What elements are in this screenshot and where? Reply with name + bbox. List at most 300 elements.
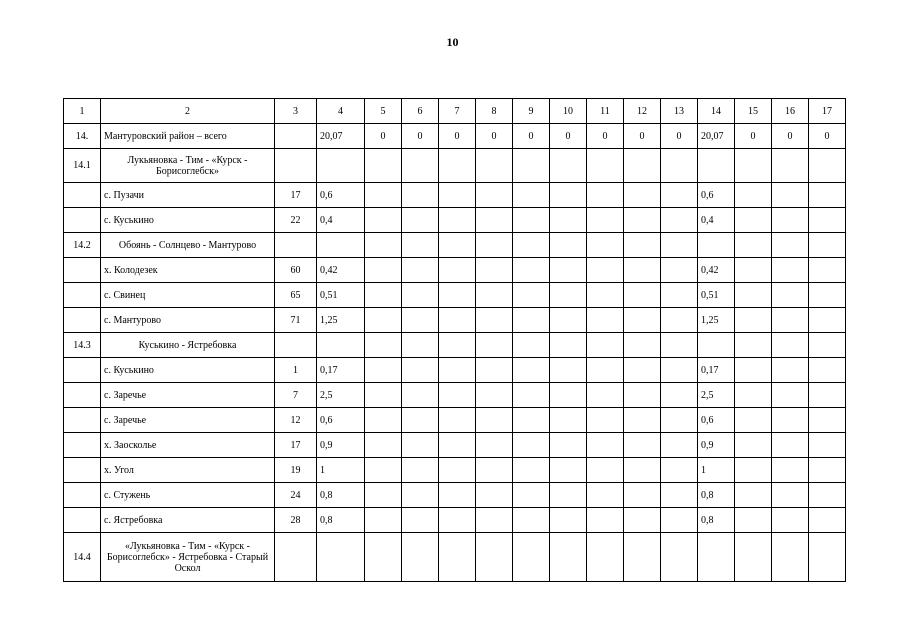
empty-cell: [365, 258, 402, 283]
empty-cell: [365, 233, 402, 258]
empty-cell: [550, 358, 587, 383]
empty-cell: [275, 149, 317, 183]
empty-cell: [513, 283, 550, 308]
header-cell: 16: [772, 99, 809, 124]
value-col4: 0,6: [317, 408, 365, 433]
value-col14: 0,6: [698, 408, 735, 433]
empty-cell: [735, 483, 772, 508]
header-cell: 11: [587, 99, 624, 124]
empty-cell: [661, 533, 698, 582]
value-cell: 0: [476, 124, 513, 149]
empty-cell: [402, 283, 439, 308]
empty-cell: [587, 183, 624, 208]
empty-cell: [439, 183, 476, 208]
empty-cell: [402, 358, 439, 383]
empty-cell: [624, 183, 661, 208]
value-col4: 0,51: [317, 283, 365, 308]
empty-cell: [550, 483, 587, 508]
route-number: 14.1: [64, 149, 101, 183]
settlement-row: [64, 408, 846, 433]
route-row: [64, 149, 846, 183]
value-col14: 1: [698, 458, 735, 483]
empty-cell: [64, 183, 101, 208]
empty-cell: [587, 508, 624, 533]
empty-cell: [439, 258, 476, 283]
empty-cell: [624, 308, 661, 333]
value-cell: 0: [624, 124, 661, 149]
row-number: 14.: [64, 124, 101, 149]
empty-cell: [809, 358, 846, 383]
km-cell: 28: [275, 508, 317, 533]
value-col14: 0,8: [698, 483, 735, 508]
route-name: Обоянь - Солнцево - Мантурово: [101, 233, 275, 258]
empty-cell: [624, 408, 661, 433]
empty-cell: [624, 383, 661, 408]
empty-cell: [735, 258, 772, 283]
settlement-name: с. Свинец: [101, 283, 275, 308]
empty-cell: [661, 508, 698, 533]
empty-cell: [513, 383, 550, 408]
empty-cell: [772, 408, 809, 433]
empty-cell: [365, 383, 402, 408]
empty-cell: [624, 533, 661, 582]
empty-cell: [64, 358, 101, 383]
empty-cell: [365, 358, 402, 383]
empty-cell: [735, 383, 772, 408]
empty-cell: [476, 333, 513, 358]
empty-cell: [624, 433, 661, 458]
empty-cell: [661, 208, 698, 233]
km-cell: 19: [275, 458, 317, 483]
km-cell: 12: [275, 408, 317, 433]
empty-cell: [809, 149, 846, 183]
empty-cell: [64, 258, 101, 283]
empty-cell: [809, 283, 846, 308]
empty-cell: [439, 358, 476, 383]
empty-cell: [439, 433, 476, 458]
empty-cell: [402, 458, 439, 483]
empty-cell: [772, 333, 809, 358]
empty-cell: [365, 149, 402, 183]
empty-cell: [439, 333, 476, 358]
value-cell: 0: [550, 124, 587, 149]
empty-cell: [772, 433, 809, 458]
empty-cell: [772, 308, 809, 333]
empty-cell: [624, 358, 661, 383]
empty-cell: [772, 233, 809, 258]
empty-cell: [402, 233, 439, 258]
empty-cell: [661, 333, 698, 358]
empty-cell: [624, 233, 661, 258]
settlement-name: с. Заречье: [101, 408, 275, 433]
empty-cell: [587, 358, 624, 383]
empty-cell: [550, 458, 587, 483]
value-col4: 1: [317, 458, 365, 483]
empty-cell: [587, 258, 624, 283]
empty-cell: [365, 458, 402, 483]
empty-cell: [735, 508, 772, 533]
value-cell: 0: [587, 124, 624, 149]
settlement-row: [64, 283, 846, 308]
empty-cell: [698, 533, 735, 582]
empty-cell: [64, 283, 101, 308]
empty-cell: [476, 383, 513, 408]
header-cell: 13: [661, 99, 698, 124]
empty-cell: [402, 183, 439, 208]
header-cell: 17: [809, 99, 846, 124]
empty-cell: [550, 308, 587, 333]
empty-cell: [661, 233, 698, 258]
empty-cell: [698, 233, 735, 258]
empty-cell: [587, 308, 624, 333]
value-cell: 0: [365, 124, 402, 149]
empty-cell: [439, 308, 476, 333]
empty-cell: [402, 508, 439, 533]
value-col14: 20,07: [698, 124, 735, 149]
empty-cell: [587, 333, 624, 358]
empty-cell: [365, 483, 402, 508]
empty-cell: [402, 408, 439, 433]
empty-cell: [513, 208, 550, 233]
empty-cell: [661, 458, 698, 483]
empty-cell: [698, 333, 735, 358]
settlement-row: [64, 208, 846, 233]
empty-cell: [513, 433, 550, 458]
empty-cell: [365, 533, 402, 582]
km-cell: 60: [275, 258, 317, 283]
empty-cell: [513, 408, 550, 433]
empty-cell: [809, 333, 846, 358]
settlement-row: [64, 458, 846, 483]
empty-cell: [809, 508, 846, 533]
value-cell: 0: [661, 124, 698, 149]
empty-cell: [587, 383, 624, 408]
km-cell: 7: [275, 383, 317, 408]
empty-cell: [624, 508, 661, 533]
settlement-row: [64, 508, 846, 533]
empty-cell: [476, 283, 513, 308]
empty-cell: [772, 483, 809, 508]
value-col14: 0,42: [698, 258, 735, 283]
empty-cell: [661, 258, 698, 283]
empty-cell: [439, 149, 476, 183]
empty-cell: [439, 458, 476, 483]
empty-cell: [809, 308, 846, 333]
header-cell: 9: [513, 99, 550, 124]
empty-cell: [735, 458, 772, 483]
empty-cell: [587, 233, 624, 258]
empty-cell: [439, 233, 476, 258]
empty-cell: [624, 258, 661, 283]
empty-cell: [661, 308, 698, 333]
empty-cell: [365, 208, 402, 233]
empty-cell: [402, 208, 439, 233]
settlement-name: х. Заосколье: [101, 433, 275, 458]
empty-cell: [550, 233, 587, 258]
value-col4: 0,42: [317, 258, 365, 283]
empty-cell: [476, 458, 513, 483]
empty-cell: [64, 308, 101, 333]
km-cell: 17: [275, 433, 317, 458]
empty-cell: [365, 283, 402, 308]
empty-cell: [735, 408, 772, 433]
empty-cell: [317, 333, 365, 358]
empty-cell: [317, 533, 365, 582]
route-row: [64, 333, 846, 358]
settlement-name: с. Куськино: [101, 208, 275, 233]
settlement-name: х. Угол: [101, 458, 275, 483]
value-col4: 2,5: [317, 383, 365, 408]
empty-cell: [735, 208, 772, 233]
value-col14: 0,4: [698, 208, 735, 233]
empty-cell: [402, 308, 439, 333]
header-cell: 5: [365, 99, 402, 124]
empty-cell: [513, 533, 550, 582]
empty-cell: [476, 483, 513, 508]
empty-cell: [735, 283, 772, 308]
empty-cell: [513, 508, 550, 533]
empty-cell: [809, 433, 846, 458]
header-cell: 3: [275, 99, 317, 124]
empty-cell: [365, 308, 402, 333]
empty-cell: [402, 333, 439, 358]
header-cell: 15: [735, 99, 772, 124]
header-row: [64, 99, 846, 124]
header-cell: 2: [101, 99, 275, 124]
empty-cell: [587, 533, 624, 582]
empty-cell: [513, 183, 550, 208]
value-col14: 1,25: [698, 308, 735, 333]
empty-cell: [661, 183, 698, 208]
empty-cell: [550, 508, 587, 533]
empty-cell: [661, 358, 698, 383]
empty-cell: [550, 149, 587, 183]
settlement-name: с. Стужень: [101, 483, 275, 508]
empty-cell: [735, 233, 772, 258]
empty-cell: [439, 408, 476, 433]
empty-cell: [64, 458, 101, 483]
empty-cell: [698, 149, 735, 183]
empty-cell: [624, 458, 661, 483]
header-cell: 6: [402, 99, 439, 124]
route-row: [64, 533, 846, 582]
settlement-name: х. Колодезек: [101, 258, 275, 283]
empty-cell: [587, 283, 624, 308]
route-name: «Лукьяновка - Тим - «Курск - Борисоглебск» - Ястребовка - Старый Оскол: [101, 533, 275, 582]
empty-cell: [365, 333, 402, 358]
empty-cell: [476, 208, 513, 233]
header-cell: 10: [550, 99, 587, 124]
settlement-row: [64, 183, 846, 208]
empty-cell: [735, 149, 772, 183]
settlement-row: [64, 483, 846, 508]
empty-cell: [624, 208, 661, 233]
empty-cell: [809, 483, 846, 508]
settlement-row: [64, 383, 846, 408]
empty-cell: [402, 258, 439, 283]
value-col4: 0,17: [317, 358, 365, 383]
empty-cell: [439, 208, 476, 233]
empty-cell: [661, 483, 698, 508]
empty-cell: [476, 533, 513, 582]
value-col14: 0,17: [698, 358, 735, 383]
empty-cell: [550, 333, 587, 358]
empty-cell: [735, 433, 772, 458]
settlement-row: [64, 258, 846, 283]
header-cell: 12: [624, 99, 661, 124]
empty-cell: [64, 383, 101, 408]
settlement-row: [64, 308, 846, 333]
value-col4: 0,8: [317, 483, 365, 508]
km-cell: 1: [275, 358, 317, 383]
empty-cell: [476, 358, 513, 383]
empty-cell: [809, 183, 846, 208]
empty-cell: [476, 149, 513, 183]
empty-cell: [439, 383, 476, 408]
empty-cell: [772, 383, 809, 408]
header-cell: 8: [476, 99, 513, 124]
route-name: Куськино - Ястребовка: [101, 333, 275, 358]
empty-cell: [513, 258, 550, 283]
empty-cell: [513, 483, 550, 508]
empty-cell: [275, 533, 317, 582]
empty-cell: [513, 358, 550, 383]
empty-cell: [513, 149, 550, 183]
empty-cell: [513, 233, 550, 258]
value-cell: 0: [735, 124, 772, 149]
value-cell: 0: [513, 124, 550, 149]
empty-cell: [809, 233, 846, 258]
empty-cell: [587, 433, 624, 458]
empty-cell: [661, 433, 698, 458]
empty-cell: [587, 208, 624, 233]
empty-cell: [64, 208, 101, 233]
empty-cell: [772, 358, 809, 383]
empty-cell: [772, 533, 809, 582]
empty-cell: [64, 483, 101, 508]
empty-cell: [476, 258, 513, 283]
header-cell: 1: [64, 99, 101, 124]
empty-cell: [809, 383, 846, 408]
route-row: [64, 233, 846, 258]
value-col4: 1,25: [317, 308, 365, 333]
empty-cell: [809, 533, 846, 582]
empty-cell: [550, 533, 587, 582]
empty-cell: [624, 483, 661, 508]
empty-cell: [275, 233, 317, 258]
settlement-row: [64, 433, 846, 458]
empty-cell: [365, 508, 402, 533]
empty-cell: [624, 333, 661, 358]
value-cell: 0: [772, 124, 809, 149]
empty-cell: [402, 533, 439, 582]
route-number: 14.4: [64, 533, 101, 582]
value-col14: 0,6: [698, 183, 735, 208]
header-cell: 7: [439, 99, 476, 124]
empty-cell: [661, 383, 698, 408]
header-cell: 14: [698, 99, 735, 124]
empty-cell: [550, 433, 587, 458]
empty-cell: [365, 408, 402, 433]
empty-cell: [550, 208, 587, 233]
empty-cell: [772, 208, 809, 233]
empty-cell: [439, 483, 476, 508]
route-name: Лукьяновка - Тим - «Курск - Борисоглебск»: [101, 149, 275, 183]
empty-cell: [550, 408, 587, 433]
settlement-row: [64, 358, 846, 383]
empty-cell: [661, 283, 698, 308]
settlement-name: с. Куськино: [101, 358, 275, 383]
empty-cell: [661, 408, 698, 433]
value-col4: 20,07: [317, 124, 365, 149]
empty-cell: [772, 458, 809, 483]
empty-cell: [550, 183, 587, 208]
value-col14: 0,9: [698, 433, 735, 458]
value-cell: 0: [402, 124, 439, 149]
empty-cell: [809, 208, 846, 233]
data-table: [63, 98, 846, 582]
empty-cell: [809, 458, 846, 483]
empty-cell: [402, 383, 439, 408]
empty-cell: [735, 308, 772, 333]
empty-cell: [587, 408, 624, 433]
settlement-name: с. Ястребовка: [101, 508, 275, 533]
empty-cell: [513, 308, 550, 333]
km-cell: 71: [275, 308, 317, 333]
value-col14: 0,8: [698, 508, 735, 533]
empty-cell: [317, 149, 365, 183]
value-cell: 0: [439, 124, 476, 149]
settlement-name: с. Пузачи: [101, 183, 275, 208]
header-cell: 4: [317, 99, 365, 124]
empty-cell: [772, 258, 809, 283]
empty-cell: [772, 508, 809, 533]
route-number: 14.3: [64, 333, 101, 358]
km-cell: 65: [275, 283, 317, 308]
empty-cell: [550, 383, 587, 408]
empty-cell: [476, 308, 513, 333]
total-row: [64, 124, 846, 149]
empty-cell: [317, 233, 365, 258]
empty-cell: [439, 508, 476, 533]
empty-cell: [624, 149, 661, 183]
value-col14: 2,5: [698, 383, 735, 408]
empty-cell: [735, 183, 772, 208]
empty-cell: [402, 483, 439, 508]
value-col4: 0,9: [317, 433, 365, 458]
empty-cell: [439, 283, 476, 308]
empty-cell: [513, 333, 550, 358]
value-col4: 0,4: [317, 208, 365, 233]
empty-cell: [476, 233, 513, 258]
empty-cell: [365, 183, 402, 208]
empty-cell: [275, 333, 317, 358]
table-body: [64, 99, 846, 582]
empty-cell: [735, 333, 772, 358]
empty-cell: [587, 149, 624, 183]
empty-cell: [476, 508, 513, 533]
value-cell: 0: [809, 124, 846, 149]
empty-cell: [735, 533, 772, 582]
km-cell: 17: [275, 183, 317, 208]
empty-cell: [587, 458, 624, 483]
empty-cell: [64, 433, 101, 458]
empty-cell: [661, 149, 698, 183]
empty-cell: [402, 149, 439, 183]
value-col4: 0,8: [317, 508, 365, 533]
empty-cell: [772, 283, 809, 308]
km-cell: 22: [275, 208, 317, 233]
